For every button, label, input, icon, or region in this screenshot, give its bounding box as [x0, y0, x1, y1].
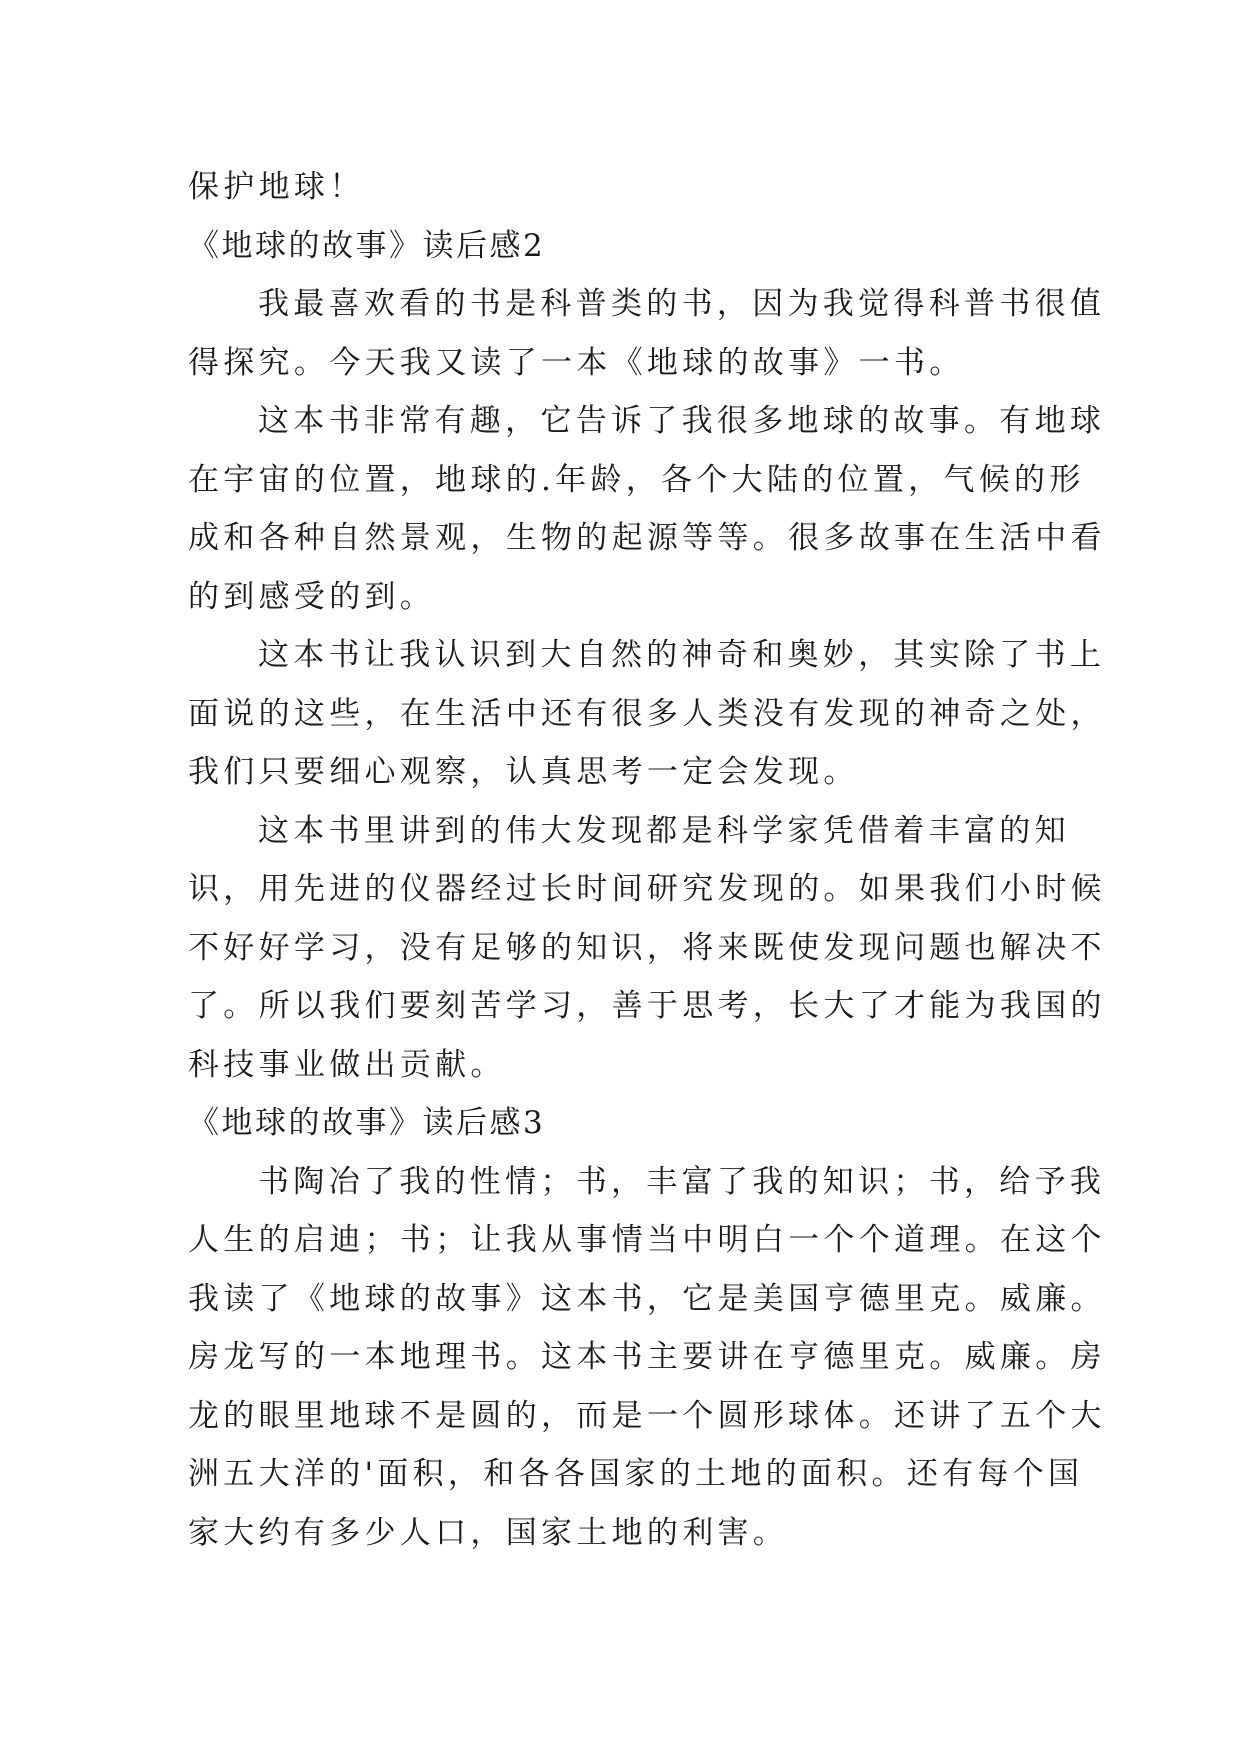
text-line: 科技事业做出贡献。	[188, 1046, 506, 1083]
text-line: 我们只要细心观察，认真思考一定会发现。	[188, 754, 859, 790]
text-line: 这本书里讲到的伟大发现都是科学家凭借着丰富的知	[258, 812, 1070, 849]
text-line: 洲五大洋的'面积，和各各国家的土地的面积。还有每个国	[188, 1456, 1084, 1492]
text-line: 识，用先进的仪器经过长时间研究发现的。如果我们小时候	[188, 871, 1106, 907]
document-page	[188, 158, 1106, 1562]
text-line: 的到感受的到。	[188, 578, 436, 615]
text-line: 人生的启迪；书；让我从事情当中明白一个个道理。在这个	[188, 1222, 1106, 1258]
text-line: 在宇宙的位置，地球的.年龄，各个大陆的位置，气候的形	[188, 461, 1085, 498]
text-line: 这本书让我认识到大自然的神奇和奥妙，其实除了书上	[258, 637, 1106, 673]
text-line: 我读了《地球的故事》这本书，它是美国亨德里克。威廉。	[188, 1280, 1106, 1317]
text-line: 书陶冶了我的性情；书，丰富了我的知识；书，给予我	[258, 1163, 1106, 1200]
text-line: 家大约有多少人口，国家土地的利害。	[188, 1514, 789, 1551]
text-line: 房龙写的一本地理书。这本书主要讲在亨德里克。威廉。房	[188, 1339, 1106, 1375]
text-line: 了。所以我们要刻苦学习，善于思考，长大了才能为我国的	[188, 988, 1106, 1024]
text-line: 得探究。今天我又读了一本《地球的故事》一书。	[188, 344, 965, 381]
text-line: 这本书非常有趣，它告诉了我很多地球的故事。有地球	[258, 403, 1106, 439]
text-line: 成和各种自然景观，生物的起源等等。很多故事在生活中看	[188, 520, 1106, 556]
section-heading: 《地球的故事》读后感3	[188, 1105, 546, 1141]
text-line: 不好好学习，没有足够的知识，将来既使发现问题也解决不	[188, 929, 1106, 966]
text-line: 龙的眼里地球不是圆的，而是一个圆形球体。还讲了五个大	[188, 1397, 1106, 1434]
text-line: 我最喜欢看的书是科普类的书，因为我觉得科普书很值	[258, 286, 1106, 322]
text-line: 面说的这些，在生活中还有很多人类没有发现的神奇之处，	[188, 695, 1106, 732]
text-line: 保护地球！	[188, 169, 365, 205]
section-heading: 《地球的故事》读后感2	[188, 227, 546, 264]
